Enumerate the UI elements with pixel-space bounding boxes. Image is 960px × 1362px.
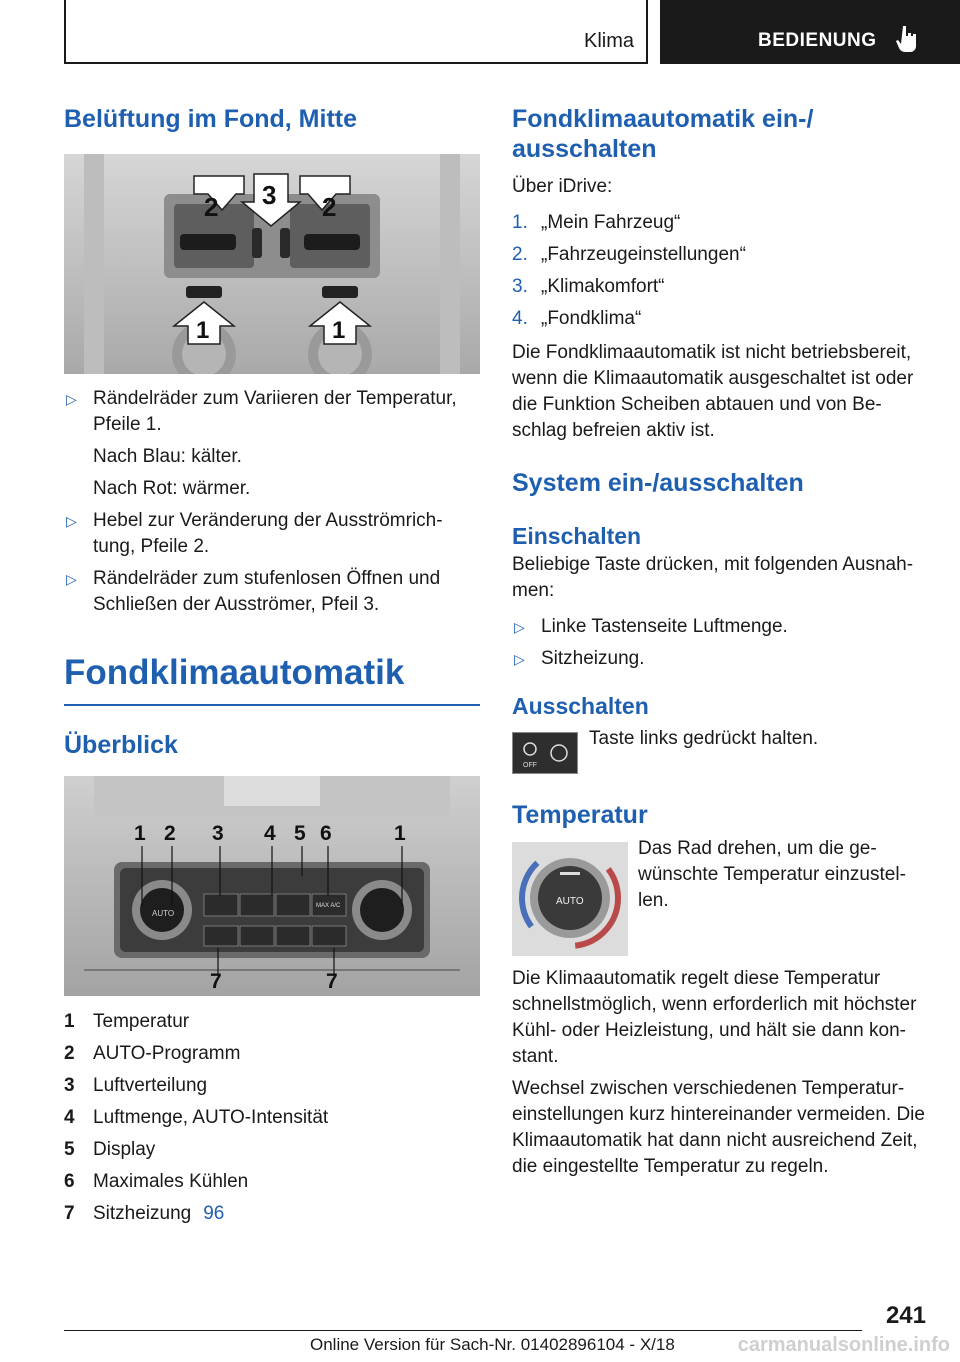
- triangle-bullet-icon: ▷: [514, 619, 525, 635]
- paragraph: Beliebige Taste drücken, mit folgenden Ausnah-men:: [512, 554, 914, 601]
- right-column: [512, 100, 930, 1180]
- list-item: 2. „Fahrzeugeinstellungen“: [512, 244, 746, 265]
- fig2-label-4: 4: [264, 822, 276, 845]
- legend-item: 2 AUTO-Programm: [64, 1043, 241, 1064]
- fig2-label-6: 6: [320, 822, 332, 845]
- fig2-max-ac-label: MAX A/C: [316, 903, 341, 909]
- subtitle-switch-on: Einschalten: [512, 523, 642, 549]
- list-item: ▷ Rändelräder zum Variieren der Temperatur, Pfeile 1. Nach Blau: kälter. Nach Rot: wärmer.: [64, 386, 480, 502]
- list-item: 3. „Klimakomfort“: [512, 276, 665, 297]
- section-label: Klima: [583, 30, 634, 52]
- legend-item: 6 Maximales Kühlen: [64, 1171, 249, 1192]
- title-underline: [64, 704, 480, 706]
- fig2-auto-button-label: AUTO: [152, 909, 175, 918]
- fig2-label-1-right: 1: [394, 822, 406, 845]
- list-item: 4. „Fondklima“: [512, 308, 642, 329]
- legend-item: 3 Luftverteilung: [64, 1075, 208, 1096]
- fig2-label-7-left: 7: [210, 970, 222, 993]
- legend-item: 4 Luftmenge, AUTO-Intensität: [64, 1107, 329, 1128]
- fig1-label-3: 3: [262, 180, 277, 210]
- paragraph: Taste links gedrückt halten.: [589, 728, 819, 749]
- footer-version-text: Online Version für Sach-Nr. 01402896104 - X/18: [310, 1335, 675, 1354]
- title-system-toggle: System ein-/ausschalten: [512, 469, 804, 497]
- fig1-label-1-left: 1: [196, 317, 210, 344]
- fan-off-label: OFF: [523, 762, 537, 769]
- fig2-label-5: 5: [294, 822, 306, 845]
- paragraph: Das Rad drehen, um die ge-wünschte Temperatur einzustel-len.: [638, 838, 906, 911]
- switch-off-row: [512, 726, 930, 772]
- temperature-auto-label: AUTO: [556, 896, 584, 907]
- rear-vent-figure: [64, 154, 480, 374]
- header-chapter-box: [660, 0, 960, 64]
- title-toggle-rear-climate: Fondklimaautomatik ein-/ ausschalten: [512, 105, 814, 163]
- idrive-steps: [512, 210, 930, 332]
- fig2-label-1-left: 1: [134, 822, 146, 845]
- list-item: ▷ Linke Tastenseite Luftmenge.: [512, 614, 930, 640]
- watermark: carmanualsonline.info: [737, 1334, 950, 1356]
- list-item: 1. „Mein Fahrzeug“: [512, 212, 681, 233]
- title-rear-ventilation: Belüftung im Fond, Mitte: [64, 105, 358, 133]
- switch-on-exceptions: [512, 614, 930, 672]
- list-item-sub: Nach Blau: kälter.: [93, 446, 242, 467]
- footer-divider: [64, 1330, 862, 1331]
- list-item-sub: Nach Rot: wärmer.: [93, 478, 251, 499]
- fig1-label-1-right: 1: [332, 317, 346, 344]
- fig2-label-2: 2: [164, 822, 176, 845]
- chapter-label: BEDIENUNG: [758, 30, 877, 51]
- page-number: 241: [885, 1302, 926, 1329]
- legend-item: 7 Sitzheizung 96: [64, 1203, 225, 1224]
- legend-item: 5 Display: [64, 1139, 156, 1160]
- title-overview: Überblick: [64, 731, 178, 759]
- hand-pointer-icon: [896, 24, 918, 52]
- overview-legend: [64, 1006, 480, 1230]
- paragraph: Wechsel zwischen verschiedenen Temperatur-einstellungen kurz hintereinander vermeiden. Die Klimaautomatik hat dann nicht ausreichend Zeit, die eingestellte Temperatur zu regeln.: [512, 1078, 925, 1177]
- paragraph: Die Klimaautomatik regelt diese Temperatur schnellstmöglich, wenn erforderlich mit höchster Kühl- oder Heizleistung, und hält sie dann kon-stant.: [512, 968, 917, 1067]
- idrive-intro: Über iDrive:: [512, 176, 613, 197]
- climate-panel-figure: [64, 776, 480, 996]
- temperature-knob-icon: [512, 842, 628, 956]
- triangle-bullet-icon: ▷: [66, 391, 77, 407]
- triangle-bullet-icon: ▷: [66, 513, 77, 529]
- fig1-label-2-left: 2: [204, 192, 219, 222]
- subtitle-switch-off: Ausschalten: [512, 693, 649, 719]
- fig1-label-2-right: 2: [322, 192, 337, 222]
- temperature-row: [512, 836, 930, 954]
- title-rear-climate: Fondklimaautomatik: [64, 653, 405, 692]
- vent-bullet-list: [64, 386, 480, 618]
- header-section-box: [64, 0, 648, 64]
- page-reference-link[interactable]: 96: [203, 1203, 225, 1224]
- triangle-bullet-icon: ▷: [66, 571, 77, 587]
- fig2-label-7-right: 7: [326, 970, 338, 993]
- fan-off-button-icon: [512, 732, 578, 774]
- title-temperature: Temperatur: [512, 801, 648, 829]
- list-item: ▷ Hebel zur Veränderung der Ausströmrich-tung, Pfeile 2.: [66, 510, 443, 557]
- list-item: ▷ Sitzheizung.: [512, 646, 930, 672]
- paragraph: Die Fondklimaautomatik ist nicht betriebsbereit, wenn die Klimaautomatik ausgeschaltet ist oder die Funktion Scheiben abtauen und von Be-schlag befreien aktiv ist.: [512, 342, 914, 441]
- fig2-label-3: 3: [212, 822, 224, 845]
- legend-item: 1 Temperatur: [64, 1011, 190, 1032]
- triangle-bullet-icon: ▷: [514, 651, 525, 667]
- climate-panel-illustration: [64, 776, 480, 996]
- list-item: ▷ Rändelräder zum stufenlosen Öffnen und Schließen der Ausströmer, Pfeil 3.: [66, 568, 441, 615]
- rear-vent-illustration: [64, 154, 480, 374]
- left-column: [64, 100, 480, 1230]
